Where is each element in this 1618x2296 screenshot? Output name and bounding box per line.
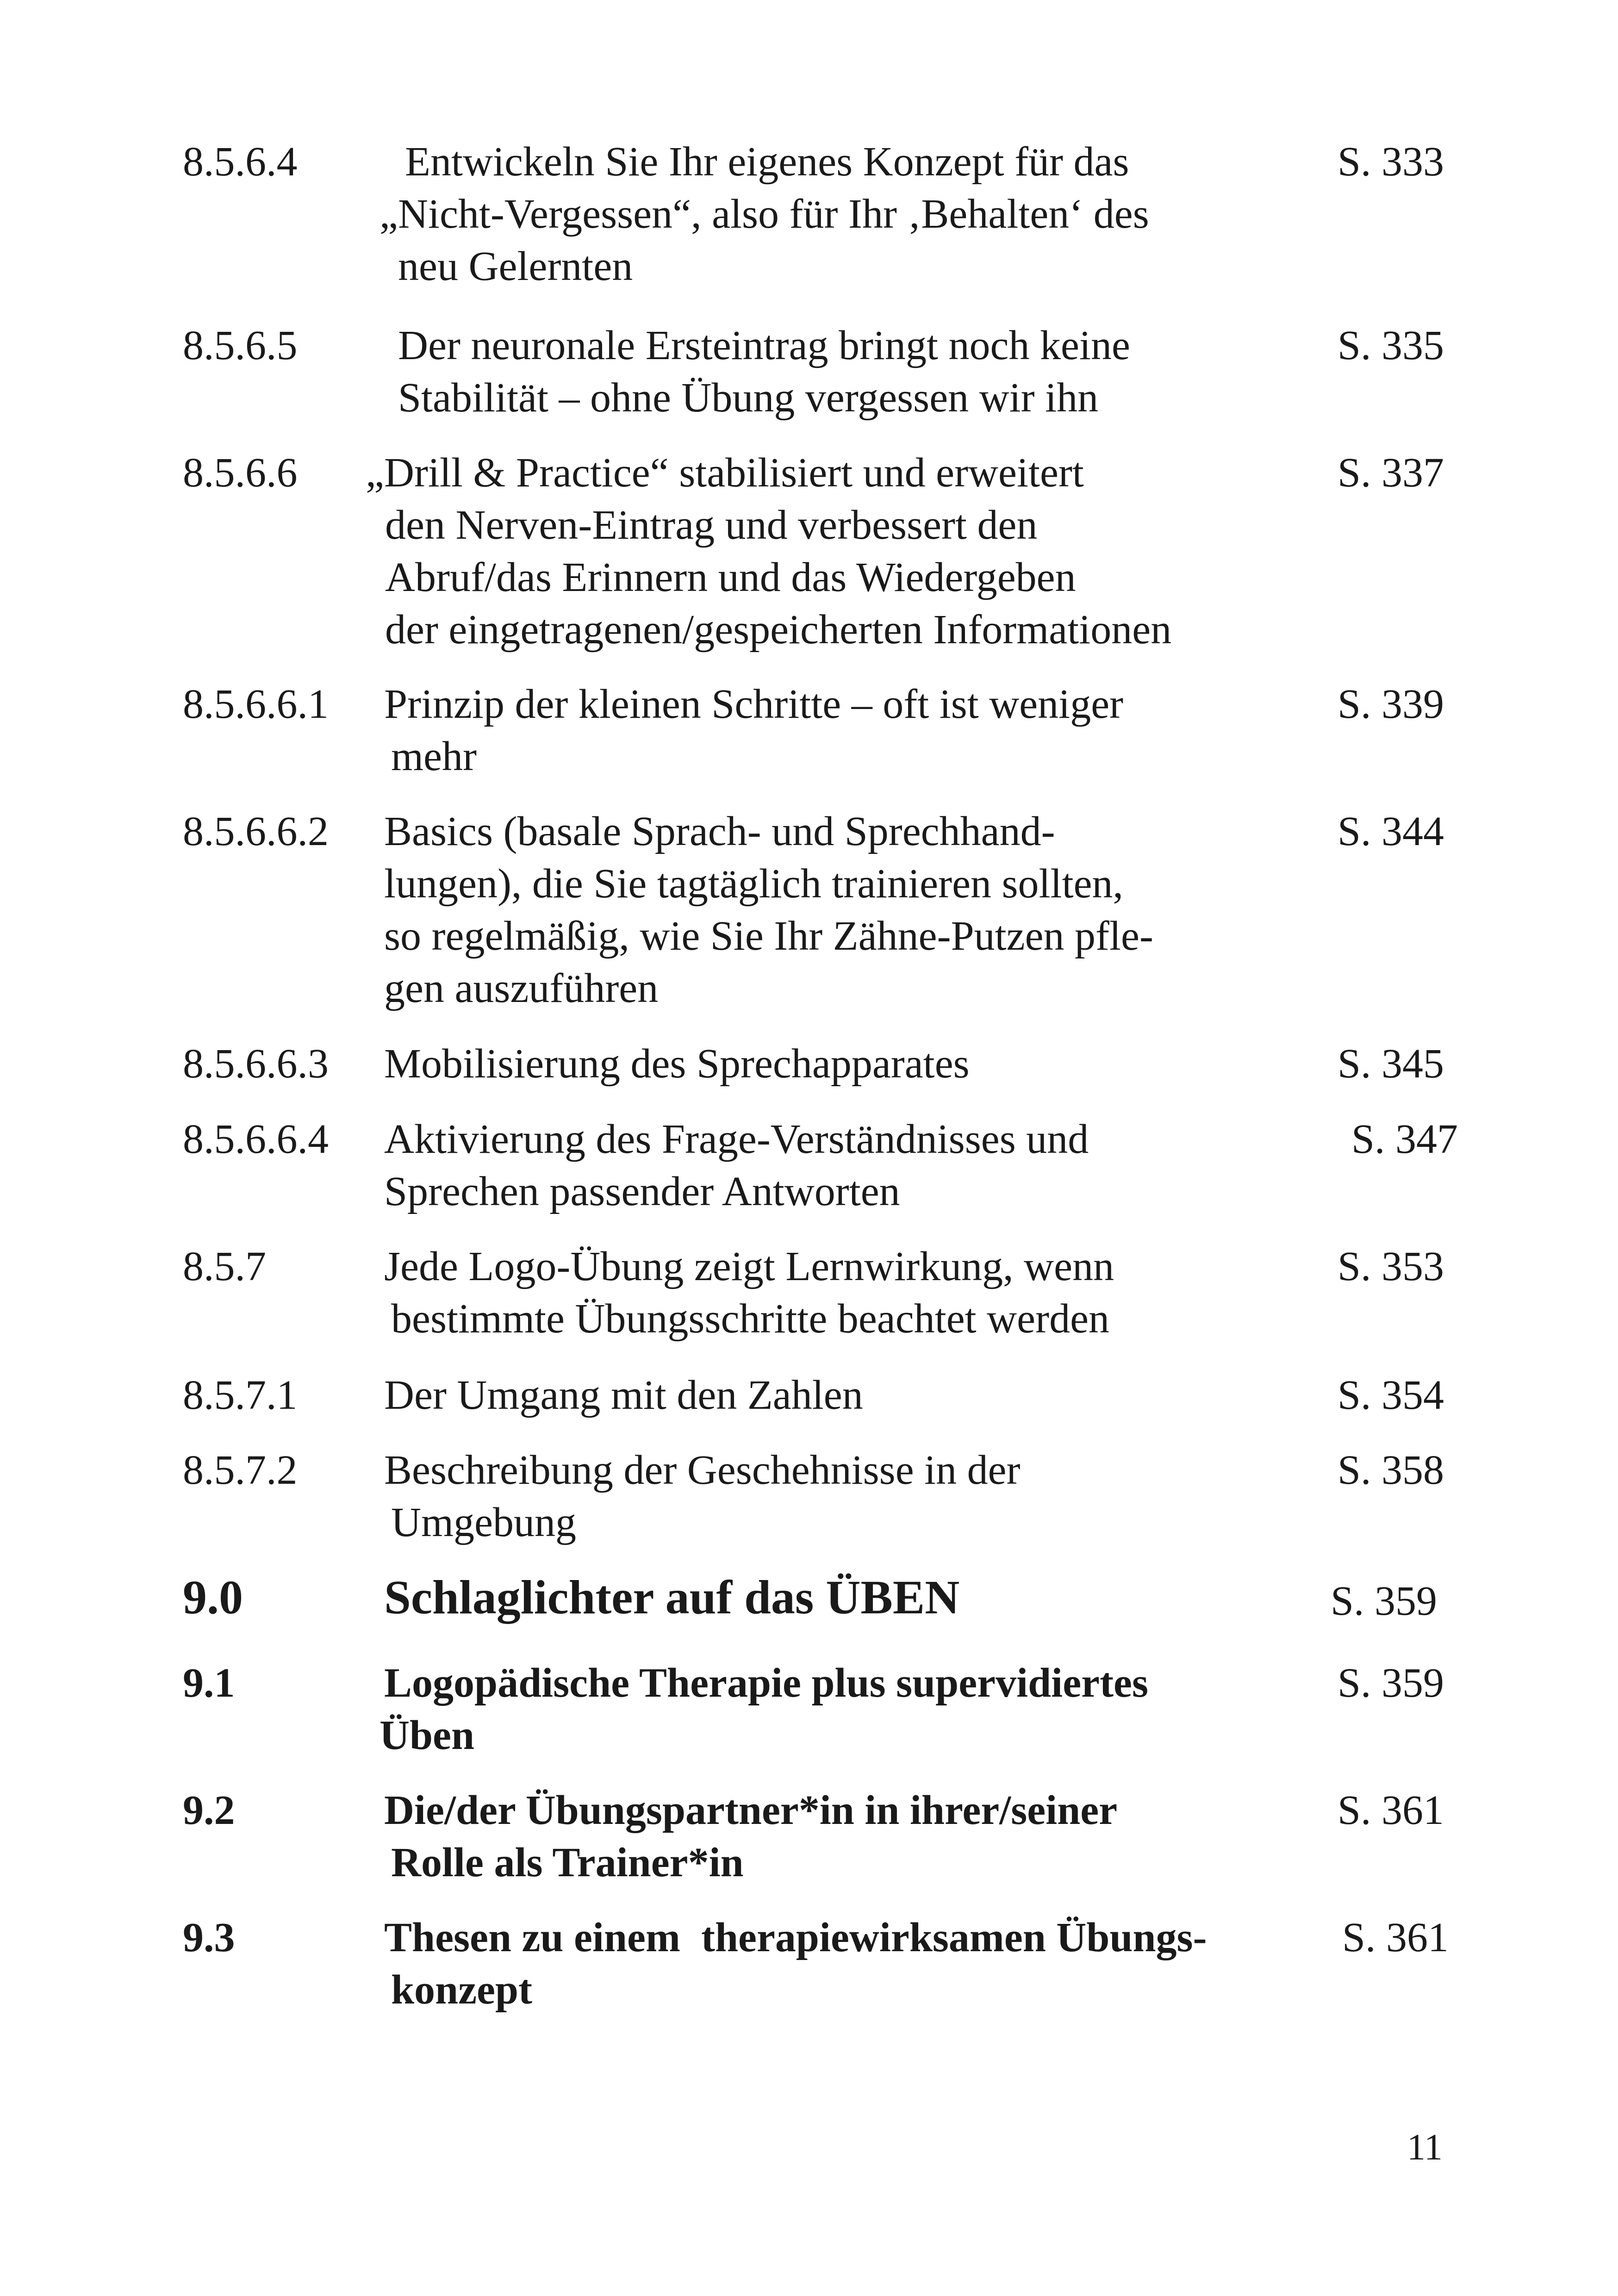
entry-title-line: Der Umgang mit den Zahlen <box>384 1372 863 1418</box>
entry-title <box>380 319 1333 424</box>
entry-title-line: konzept <box>391 1967 533 2013</box>
entry-title-line: Basics (basale Sprach- und Sprechhand- <box>384 809 1055 854</box>
entry-title-line: bestimmte Übungsschritte beachtet werden <box>391 1296 1110 1342</box>
entry-title-line: Thesen zu einem therapiewirksamen Übungs- <box>384 1915 1207 1960</box>
entry-number: 8.5.7.1 <box>183 1372 298 1418</box>
entry-number: 8.5.6.6.1 <box>183 681 329 727</box>
entry-title <box>380 1369 1333 1421</box>
entry-title-line: Prinzip der kleinen Schritte – oft ist weniger <box>384 681 1124 727</box>
entry-title-line: Die/der Übungspartner*in in ihrer/seiner <box>384 1787 1118 1833</box>
entry-title-line: Abruf/das Erinnern und das Wiedergeben <box>385 554 1076 600</box>
entry-number: 9.2 <box>183 1787 235 1833</box>
entry-page: S. 359 <box>1331 1578 1438 1624</box>
entry-page: S. 361 <box>1342 1915 1449 1960</box>
entry-title <box>380 1911 1333 2016</box>
entry-title-line: lungen), die Sie tagtäglich trainieren sollten, <box>384 861 1124 907</box>
entry-title-line: mehr <box>391 734 477 779</box>
entry-title-line: Aktivierung des Frage-Verständnisses und <box>384 1116 1089 1162</box>
entry-title-line: „Drill & Practice“ stabilisiert und erweitert <box>366 450 1084 496</box>
entry-title-line: gen auszuführen <box>384 965 659 1011</box>
page-number: 11 <box>1407 2127 1443 2168</box>
entry-title <box>380 136 1333 292</box>
entry-title <box>366 447 1333 656</box>
entry-page: S. 361 <box>1338 1787 1444 1833</box>
entry-title-line: Rolle als Trainer*in <box>391 1840 744 1885</box>
entry-title-line: Schlaglichter auf das ÜBEN <box>384 1571 960 1624</box>
entry-title-line: neu Gelernten <box>398 243 633 289</box>
entry-title-line: Mobilisierung des Sprechapparates <box>384 1041 970 1087</box>
entry-title-line: Stabilität – ohne Übung vergessen wir ihn <box>398 375 1099 421</box>
entry-number: 8.5.6.4 <box>183 139 298 185</box>
entry-title-line: so regelmäßig, wie Sie Ihr Zähne-Putzen pfle- <box>384 913 1153 959</box>
entry-page: S. 347 <box>1351 1116 1458 1162</box>
entry-title-line: Üben <box>380 1712 475 1758</box>
entry-number: 9.3 <box>183 1915 235 1960</box>
entry-title-line: Entwickeln Sie Ihr eigenes Konzept für das <box>405 139 1129 185</box>
entry-number: 8.5.7 <box>183 1244 266 1289</box>
entry-page: S. 353 <box>1338 1244 1444 1289</box>
entry-title-line: Beschreibung der Geschehnisse in der <box>384 1447 1021 1493</box>
entry-title-line: den Nerven-Eintrag und verbessert den <box>385 502 1038 548</box>
entry-title-line: der eingetragenen/gespeicherten Informationen <box>385 607 1172 653</box>
entry-title-line: Der neuronale Ersteintrag bringt noch keine <box>398 323 1130 368</box>
entry-title <box>380 1657 1333 1761</box>
entry-page: S. 358 <box>1338 1447 1444 1493</box>
entry-page: S. 337 <box>1338 450 1444 496</box>
entry-title <box>380 805 1333 1014</box>
entry-number: 8.5.6.6.4 <box>183 1116 329 1162</box>
entry-number: 8.5.6.6.2 <box>183 809 329 854</box>
entry-title-line: Jede Logo-Übung zeigt Lernwirkung, wenn <box>384 1244 1114 1289</box>
entry-title <box>380 1038 1333 1090</box>
entry-number: 8.5.6.6 <box>183 450 298 496</box>
entry-title-line: Logopädische Therapie plus supervidiertes <box>384 1660 1149 1706</box>
entry-number: 8.5.7.2 <box>183 1447 298 1493</box>
entry-page: S. 335 <box>1338 323 1444 368</box>
entry-page: S. 333 <box>1338 139 1444 185</box>
entry-title <box>380 1569 1333 1626</box>
entry-page: S. 339 <box>1338 681 1444 727</box>
entry-page: S. 359 <box>1338 1660 1444 1706</box>
entry-title-line: „Nicht-Vergessen“, also für Ihr ‚Behalten‘ des <box>380 191 1149 237</box>
entry-page: S. 344 <box>1338 809 1444 854</box>
entry-title <box>380 1444 1333 1549</box>
entry-title <box>380 1113 1333 1218</box>
entry-number: 8.5.6.6.3 <box>183 1041 329 1087</box>
entry-number: 8.5.6.5 <box>183 323 298 368</box>
entry-title <box>380 1240 1333 1345</box>
entry-title <box>380 678 1333 783</box>
entry-title <box>380 1784 1333 1889</box>
entry-page: S. 354 <box>1338 1372 1444 1418</box>
entry-number: 9.1 <box>183 1660 235 1706</box>
entry-title-line: Sprechen passender Antworten <box>384 1169 900 1214</box>
entry-title-line: Umgebung <box>391 1500 576 1545</box>
entry-page: S. 345 <box>1338 1041 1444 1087</box>
entry-number: 9.0 <box>183 1571 243 1624</box>
